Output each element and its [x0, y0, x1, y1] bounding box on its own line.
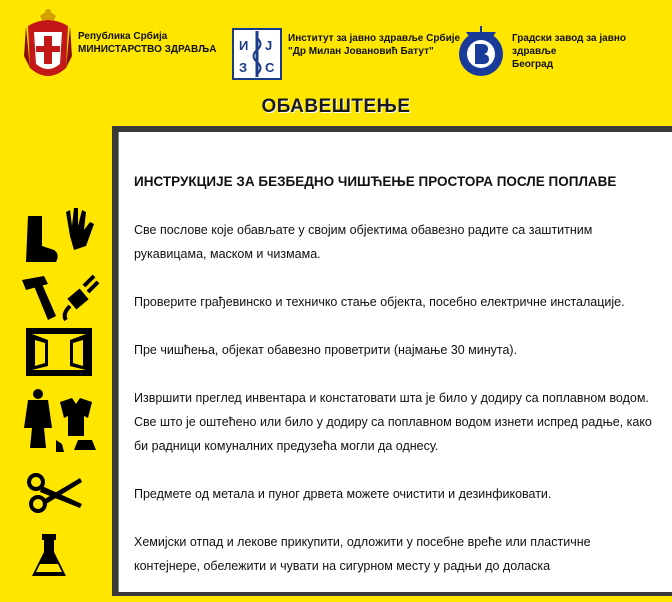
institute-line1: Институт за јавно здравље Србије: [288, 33, 461, 44]
ministry-name: [78, 30, 216, 56]
logo-letter-3: З: [239, 60, 248, 75]
city-institute-name: [512, 32, 672, 71]
notice-title: ОБАВЕШТЕЊЕ: [261, 96, 411, 117]
hammer-plug-icon: [18, 272, 102, 322]
paragraph-3: Пре чишћења, објекат обавезно проветрити (најмање 30 минута).: [134, 343, 518, 357]
ministry-line1: Република Србија: [78, 31, 168, 42]
city-line1: Градски завод за јавно здравље: [512, 33, 626, 57]
belgrade-health-institute-logo-icon: [456, 24, 506, 80]
serbia-coat-of-arms-icon: [22, 6, 74, 86]
paragraph-6: Хемијски отпад и лекове прикупити, одложити у посебне вреће или пластичне контејнере, обележити и чувати на сигурном месту у радњи до доласка: [134, 535, 591, 573]
paragraph-5: Предмете од метала и пуног дрвета можете очистити и дезинфиковати.: [134, 487, 552, 501]
ministry-line2: МИНИСТАРСТВО ЗДРАВЉА: [78, 44, 217, 55]
paragraph-1: Све послове које обављате у својим објектима обавезно радите са заштитним рукавицама, маском и чизмама.: [134, 223, 593, 261]
header: [0, 0, 672, 90]
logo-letter-4: С: [265, 60, 275, 75]
paragraph-4: Извршити преглед инвентара и констатовати шта је било у додиру са поплавном водом. Све што је оштећено или било у додиру са поплавном водом изнети испред радње, како би радници комуналних предузећа могли да однесу.: [134, 391, 652, 453]
flask-icon: [30, 532, 114, 580]
logo-letter-1: И: [239, 38, 249, 53]
clothing-icon: [22, 388, 106, 454]
document-heading: ИНСТРУКЦИЈЕ ЗА БЕЗБЕДНО ЧИШЋЕЊЕ ПРОСТОРА ПОСЛЕ ПОПЛАВЕ: [134, 174, 617, 189]
document-content: [134, 170, 660, 602]
institute-name: [288, 32, 460, 58]
paragraph-2: Проверите грађевинско и техничко стање објекта, посебно електричне инсталације.: [134, 295, 625, 309]
institute-line2: "Др Милан Јовановић Батут": [288, 46, 434, 57]
boots-gloves-icon: [20, 206, 104, 266]
institute-batut-logo-icon: [232, 28, 282, 80]
logo-letter-2: J: [265, 38, 273, 53]
city-line2: Београд: [512, 59, 554, 70]
open-window-icon: [24, 326, 108, 378]
scissors-icon: [26, 470, 110, 516]
